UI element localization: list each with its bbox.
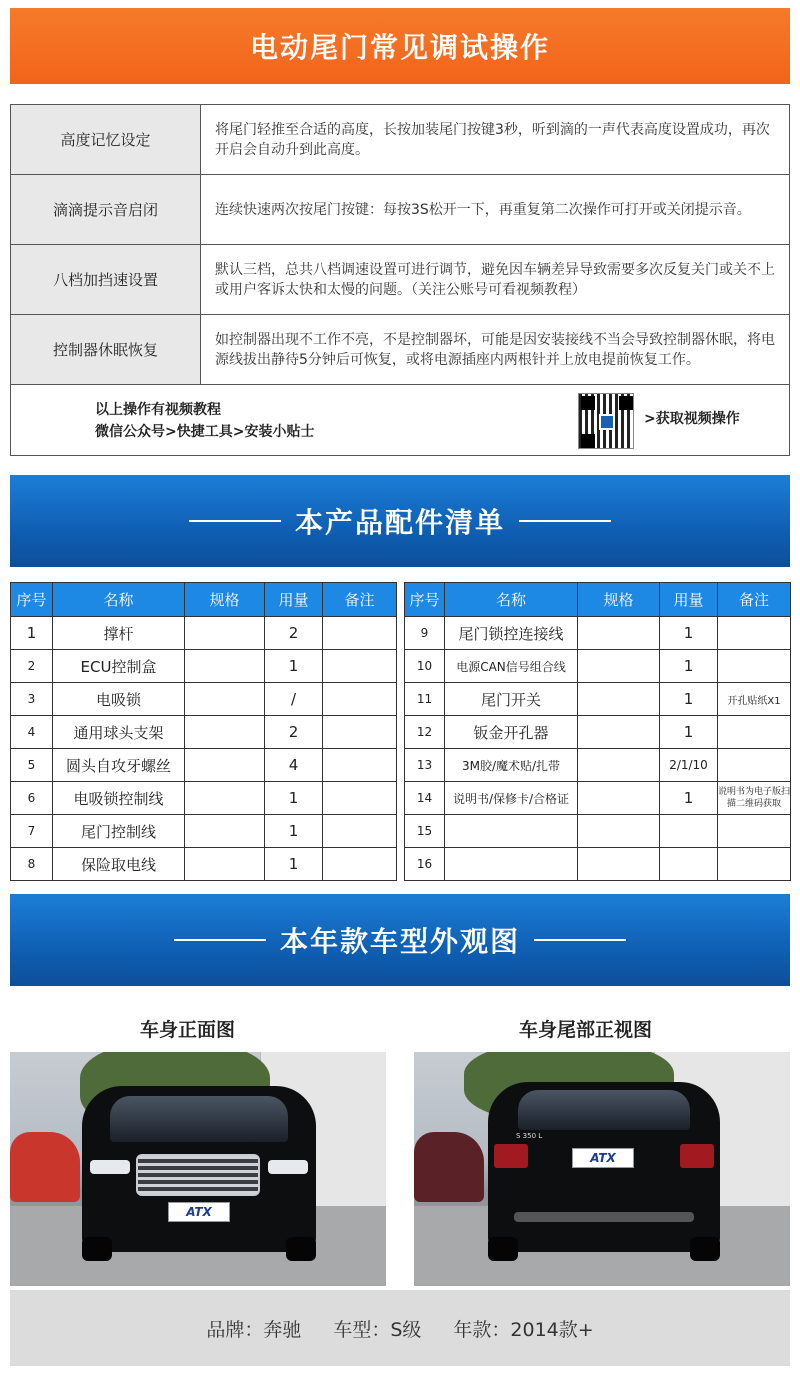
parts-banner-title: 本产品配件清单 [294,506,505,539]
name-cell: 尾门开关 [445,683,578,716]
operation-row [11,315,790,385]
qty-cell: 1 [660,782,718,815]
seq-cell: 14 [405,782,445,815]
parts-header-row [11,583,397,617]
wheel [488,1237,518,1261]
front-view-label: 车身正面图 [140,1019,236,1041]
spec-cell [578,848,660,881]
seq-cell: 5 [11,749,53,782]
banner-line-right [534,939,626,941]
windshield [110,1096,288,1142]
name-cell: 说明书/保修卡/合格证 [445,782,578,815]
table-row [405,749,791,782]
table-row [405,716,791,749]
table-row [11,782,397,815]
note-cell [323,848,397,881]
parts-table-right [404,582,791,881]
note-cell [718,749,791,782]
name-cell: ECU控制盒 [53,650,185,683]
qr-code-icon[interactable] [578,393,634,449]
name-cell: 尾门控制线 [53,815,185,848]
qty-cell [660,848,718,881]
name-cell: 撑杆 [53,617,185,650]
header-seq: 序号 [405,583,445,617]
qty-cell: 1 [265,848,323,881]
spec-cell [185,617,265,650]
table-row [405,815,791,848]
name-cell [445,848,578,881]
wheel [286,1237,316,1261]
banner-line-left [174,939,266,941]
table-row [11,683,397,716]
header-name: 名称 [53,583,185,617]
operation-name: 八档加挡速设置 [11,245,201,315]
seq-cell: 16 [405,848,445,881]
qty-cell: 1 [660,683,718,716]
headlamp-left [90,1160,130,1174]
qty-cell: 2 [265,617,323,650]
operation-name: 控制器休眠恢复 [11,315,201,385]
note-cell [718,848,791,881]
table-row [11,815,397,848]
year-text: 年款：2014款+ [453,1318,594,1341]
qty-cell: 1 [660,716,718,749]
header-spec: 规格 [578,583,660,617]
qty-cell: 1 [265,650,323,683]
video-note-cell [11,385,790,456]
operations-table [10,104,790,456]
seq-cell: 12 [405,716,445,749]
seq-cell: 1 [11,617,53,650]
name-cell [445,815,578,848]
table-row [405,782,791,815]
note-cell [718,617,791,650]
note-cell [323,650,397,683]
header-seq: 序号 [11,583,53,617]
operation-desc: 将尾门轻推至合适的高度，长按加装尾门按键3秒，听到滴的一声代表高度设置成功，再次开启会自动升到此高度。 [201,105,790,175]
seq-cell: 10 [405,650,445,683]
front-car-photo [10,1052,386,1286]
qty-cell: 1 [265,815,323,848]
spec-cell [578,782,660,815]
name-cell: 通用球头支架 [53,716,185,749]
note-cell [718,650,791,683]
operation-desc: 连续快速两次按尾门按键：每按3S松开一下，再重复第二次操作可打开或关闭提示音。 [201,175,790,245]
appearance-banner [10,894,790,986]
name-cell: 尾门锁控连接线 [445,617,578,650]
seq-cell: 11 [405,683,445,716]
front-plate: ATX [168,1202,230,1222]
spec-cell [578,650,660,683]
table-row [405,683,791,716]
rear-view-label: 车身尾部正视图 [519,1019,653,1041]
parts-table-left [10,582,397,881]
qty-cell [660,815,718,848]
qty-cell: 1 [265,782,323,815]
parts-header-row [405,583,791,617]
spec-cell [578,749,660,782]
seq-cell: 8 [11,848,53,881]
video-note-line1: 以上操作有视频教程 [95,402,221,418]
name-cell: 电源CAN信号组合线 [445,650,578,683]
rear-plate: ATX [572,1148,634,1168]
note-cell [323,782,397,815]
seq-cell: 13 [405,749,445,782]
seq-cell: 3 [11,683,53,716]
page-title-bar [10,8,790,84]
spec-cell [578,815,660,848]
video-note-text [95,399,314,443]
seq-cell: 4 [11,716,53,749]
grille [136,1154,260,1196]
spec-cell [185,815,265,848]
seq-cell: 7 [11,815,53,848]
qty-cell: / [265,683,323,716]
seq-cell: 15 [405,815,445,848]
seq-cell: 6 [11,782,53,815]
spec-cell [578,617,660,650]
table-row [11,716,397,749]
get-video-link[interactable]: >获取视频操作 [644,411,740,427]
note-cell: 说明书为电子版扫描二维码获取 [718,782,791,815]
operation-row [11,175,790,245]
operation-row [11,105,790,175]
parked-car [414,1132,484,1202]
spec-cell [185,683,265,716]
video-note-line2: 微信公众号>快捷工具>安装小贴士 [95,424,315,440]
model-text: 车型：S级 [333,1318,422,1341]
seq-cell: 2 [11,650,53,683]
header-qty: 用量 [265,583,323,617]
qr-logo-icon [599,414,615,430]
spec-cell [578,683,660,716]
table-row [405,617,791,650]
red-car [10,1132,80,1202]
brand-info-bar [10,1290,790,1366]
qty-cell: 4 [265,749,323,782]
spec-cell [185,782,265,815]
headlamp-right [268,1160,308,1174]
note-cell [323,617,397,650]
parts-banner [10,475,790,567]
note-cell [323,716,397,749]
operation-row [11,245,790,315]
operation-name: 高度记忆设定 [11,105,201,175]
tail-lamp-left [494,1144,528,1168]
seq-cell: 9 [405,617,445,650]
qty-cell: 1 [660,617,718,650]
name-cell: 保险取电线 [53,848,185,881]
header-note: 备注 [718,583,791,617]
spec-cell [185,848,265,881]
name-cell: 圆头自攻牙螺丝 [53,749,185,782]
name-cell: 电吸锁控制线 [53,782,185,815]
note-cell [323,815,397,848]
table-row [405,650,791,683]
name-cell: 3M胶/魔术贴/扎带 [445,749,578,782]
operation-desc: 如控制器出现不工作不亮，不是控制器坏，可能是因安装接线不当会导致控制器休眠，将电源线拔出静待5分钟后可恢复，或将电源插座内两根针并上放电提前恢复工作。 [201,315,790,385]
banner-line-left [189,520,281,522]
tail-lamp-right [680,1144,714,1168]
video-note-row [11,385,790,456]
note-cell: 开孔贴纸X1 [718,683,791,716]
spec-cell [185,650,265,683]
table-row [11,848,397,881]
wheel [82,1237,112,1261]
rear-window [518,1090,690,1130]
qty-cell: 1 [660,650,718,683]
operation-desc: 默认三档，总共八档调速设置可进行调节，避免因车辆差异导致需要多次反复关门或关不上或用户客诉太快和太慢的问题。（关注公账号可看视频教程） [201,245,790,315]
qty-cell: 2/1/10 [660,749,718,782]
table-row [11,617,397,650]
page-title: 电动尾门常见调试操作 [249,31,550,64]
note-cell [323,749,397,782]
note-cell [718,815,791,848]
rear-diffuser [514,1212,694,1222]
table-row [405,848,791,881]
spec-cell [185,749,265,782]
brand-text: 品牌：奔驰 [206,1318,302,1341]
note-cell [323,683,397,716]
name-cell: 电吸锁 [53,683,185,716]
name-cell: 钣金开孔器 [445,716,578,749]
table-row [11,749,397,782]
qty-cell: 2 [265,716,323,749]
appearance-banner-title: 本年款车型外观图 [279,925,520,958]
banner-line-right [519,520,611,522]
table-row [11,650,397,683]
model-badge: S 350 L [516,1132,543,1140]
header-spec: 规格 [185,583,265,617]
header-qty: 用量 [660,583,718,617]
note-cell [718,716,791,749]
header-name: 名称 [445,583,578,617]
spec-cell [578,716,660,749]
operation-name: 滴滴提示音启闭 [11,175,201,245]
header-note: 备注 [323,583,397,617]
rear-car-photo [414,1052,790,1286]
wheel [690,1237,720,1261]
spec-cell [185,716,265,749]
